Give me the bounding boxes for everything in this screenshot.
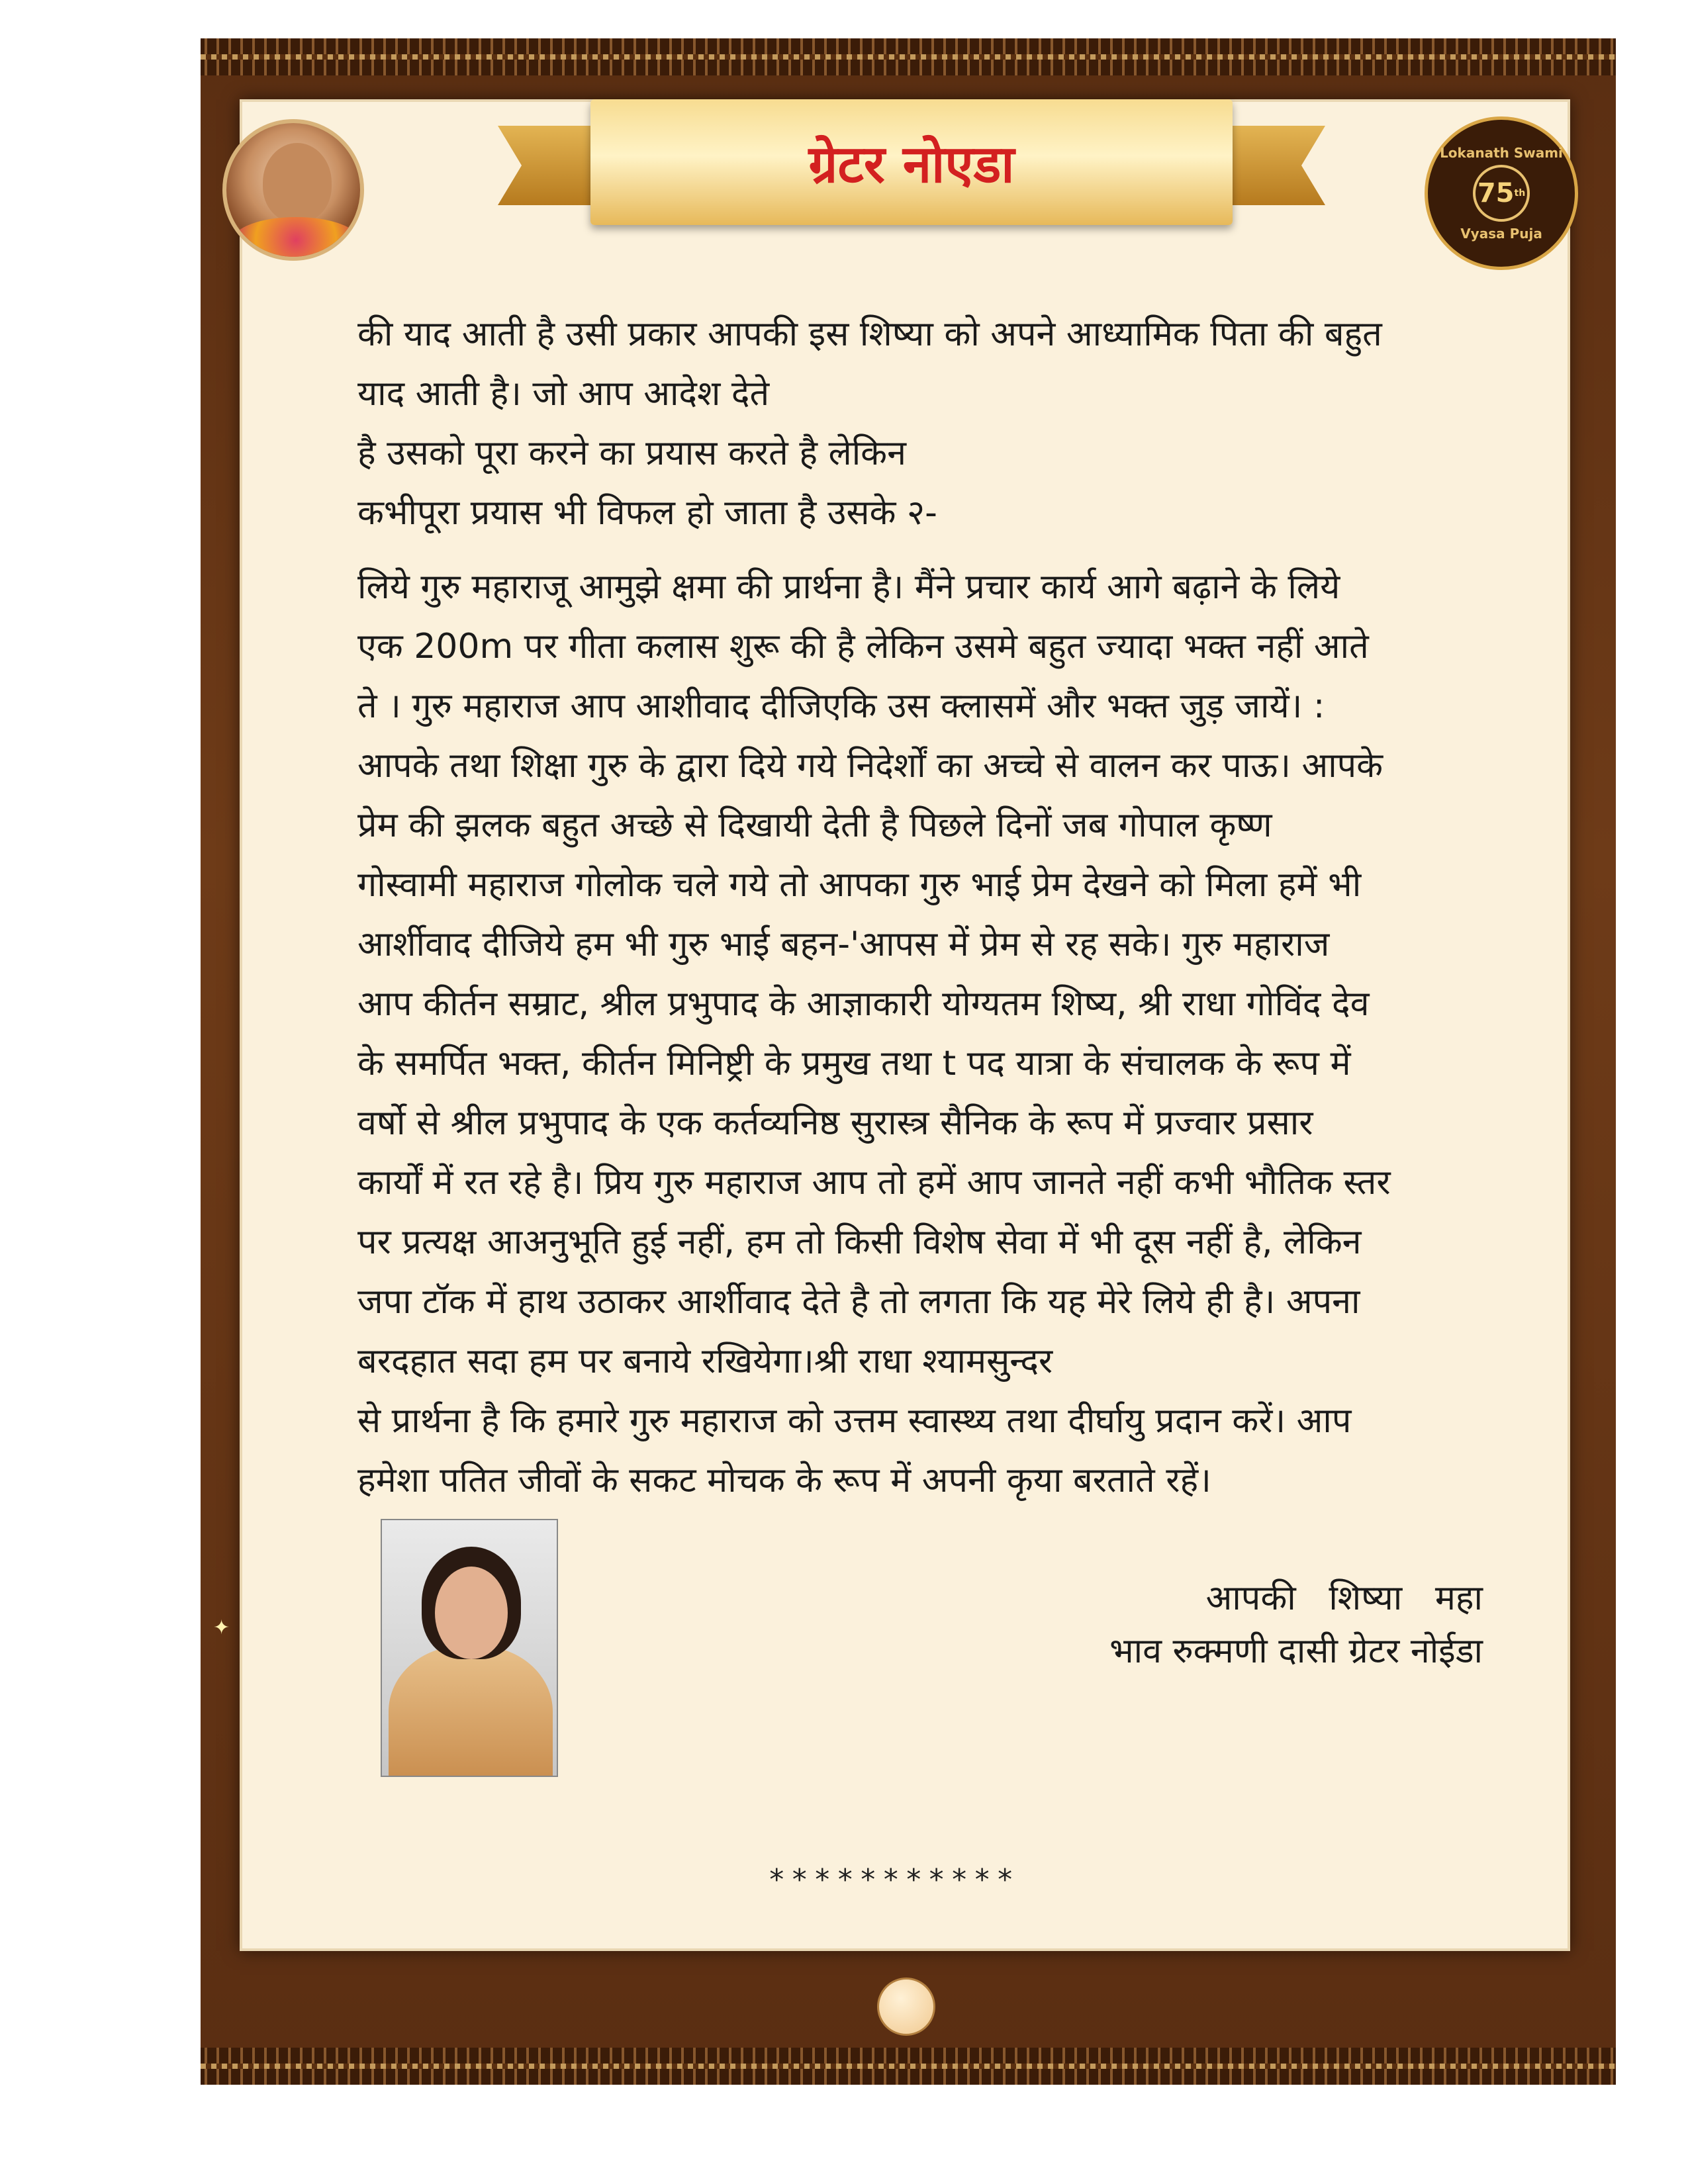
letter-line: वर्षो से श्रील प्रभुपाद के एक कर्तव्यनिष्ठ सुरास्त्र सैनिक के रूप में प्रज्वार प्रसार <box>357 1103 1313 1143</box>
letter-line: गोस्वामी महाराज गोलोक चले गये तो आपका गुरु भाई प्रेम देखने को मिला हमें भी <box>357 865 1362 905</box>
sparkle-icon: ✦ <box>213 1616 230 1639</box>
letter-body <box>357 304 1496 1510</box>
signature-line-2: भाव रुक्मणी दासी ग्रेटर नोईडा <box>1109 1631 1483 1671</box>
badge-number-suffix: th <box>1514 188 1526 199</box>
author-photo-image <box>381 1519 558 1777</box>
vyasa-puja-badge-logo <box>1425 116 1578 270</box>
bottom-ornament <box>877 1978 935 2036</box>
title-ribbon <box>498 99 1325 232</box>
letter-line: याद आती है। जो आप आदेश देते <box>357 374 770 414</box>
badge-bottom-text: Vyasa Puja <box>1460 226 1542 242</box>
letter-line: बरदहात सदा हम पर बनाये रखियेगा।श्री राधा श्यामसुन्दर <box>357 1342 1053 1381</box>
ribbon-banner <box>590 99 1233 225</box>
top-border-pattern <box>201 38 1616 75</box>
letter-line: से प्रार्थना है कि हमारे गुरु महाराज को उत्तम स्वास्थ्य तथा दीर्घायु प्रदान करें। आप <box>357 1401 1352 1441</box>
footer-stars: *********** <box>768 1863 1019 1897</box>
signature-block <box>1109 1572 1483 1678</box>
photo-saree <box>389 1646 553 1777</box>
letter-line: हमेशा पतित जीवों के सकट मोचक के रूप में अपनी कृया बरताते रहें। <box>357 1461 1211 1500</box>
letter-line: एक 200m पर गीता कलास शुरू की है लेकिन उसमे बहुत ज्यादा भक्त नहीं आते <box>357 627 1369 666</box>
letter-line: जपा टॉक में हाथ उठाकर आर्शीवाद देते है तो लगता कि यह मेरे लिये ही है। अपना <box>357 1282 1360 1322</box>
letter-line: आपके तथा शिक्षा गुरु के द्वारा दिये गये निदेर्शों का अच्चे से वालन कर पाऊ। आपके <box>357 746 1383 786</box>
portrait-face <box>263 143 332 222</box>
photo-face <box>435 1567 508 1659</box>
guru-portrait-image <box>222 119 364 261</box>
page-title: ग्रेटर नोएडा <box>808 135 1015 195</box>
letter-line: लिये गुरु महाराजू आमुझे क्षमा की प्रार्थना है। मैंने प्रचार कार्य आगे बढ़ाने के लिये <box>357 567 1340 607</box>
letter-line: प्रेम की झलक बहुत अच्छे से दिखायी देती है पिछले दिनों जब गोपाल कृष्ण <box>357 805 1272 845</box>
letter-line: की याद आती है उसी प्रकार आपकी इस शिष्या को अपने आध्यामिक पिता की बहुत <box>357 314 1382 354</box>
letter-line: पर प्रत्यक्ष आअनुभूति हुई नहीं, हम तो किसी विशेष सेवा में भी दूस नहीं है, लेकिन <box>357 1222 1362 1262</box>
letter-line: कभीपूरा प्रयास भी विफल हो जाता है उसके २- <box>357 493 937 533</box>
badge-number-value: 75 <box>1477 178 1515 208</box>
portrait-garland <box>233 217 359 261</box>
letter-line: ते । गुरु महाराज आप आशीवाद दीजिएकि उस क्लासमें और भक्त जुड़ जायें। : <box>357 686 1325 726</box>
badge-top-text: Lokanath Swami <box>1440 145 1563 161</box>
badge-number <box>1473 165 1530 222</box>
bottom-border-pattern <box>201 2048 1616 2085</box>
letter-line: के समर्पित भक्त, कीर्तन मिनिष्ट्री के प्रमुख तथा t पद यात्रा के संचालक के रूप में <box>357 1044 1351 1083</box>
letter-line: आर्शीवाद दीजिये हम भी गुरु भाई बहन-'आपस में प्रेम से रह सके। गुरु महाराज <box>357 925 1330 964</box>
signature-line-1: आपकी शिष्या महा <box>1205 1578 1483 1618</box>
letter-line: कार्यों में रत रहे है। प्रिय गुरु महाराज आप तो हमें आप जानते नहीं कभी भौतिक स्तर <box>357 1163 1391 1203</box>
letter-line: आप कीर्तन सम्राट, श्रील प्रभुपाद के आज्ञाकारी योग्यतम शिष्य, श्री राधा गोविंद देव <box>357 984 1370 1024</box>
letter-line: है उसको पूरा करने का प्रयास करते है लेकिन <box>357 433 906 473</box>
